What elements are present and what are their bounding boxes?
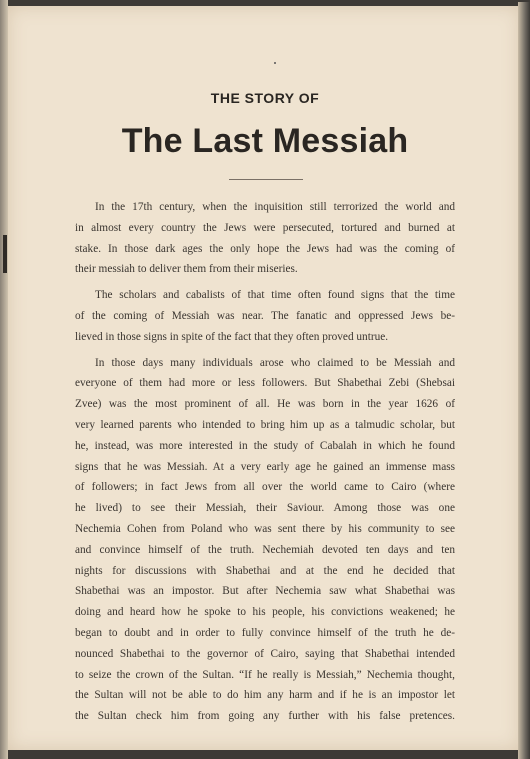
body-text (75, 197, 455, 732)
text-line: to seize the crown of the Sultan. “If he really is Messiah,” Nechemia thought, (75, 668, 455, 681)
text-line: their messiah to deliver them from their miseries. (75, 263, 298, 276)
paragraph-1 (75, 197, 455, 280)
text-line: he lived) to see their Messiah, their Saviour. Among those was one (75, 502, 455, 515)
binding-mark (3, 235, 7, 273)
text-line: Shabethai was an impostor. But after Nechemia saw what Shabethai was (75, 585, 455, 598)
text-line: of the coming of Messiah was near. The fanatic and oppressed Jews be- (75, 309, 455, 322)
text-line: signs that he was Messiah. At a very early age he gained an immense mass (75, 460, 455, 473)
print-dot (274, 62, 276, 64)
text-line: very learned parents who intended to bring him up as a talmudic scholar, but (75, 418, 455, 431)
title-rule (229, 179, 303, 180)
text-line: in almost every country the Jews were persecuted, tortured and burned at (75, 221, 455, 234)
text-line: and convince himself of the truth. Nechemiah devoted ten days and ten (75, 543, 455, 556)
book-right-edge (518, 2, 530, 759)
paragraph-2 (75, 285, 455, 347)
text-line: The scholars and cabalists of that time often found signs that the time (95, 289, 455, 302)
paragraph-3 (75, 353, 455, 727)
text-line: In those days many individuals arose who claimed to be Messiah and (95, 356, 455, 369)
story-label: THE STORY OF (210, 90, 320, 106)
text-line: stake. In those dark ages the only hope the Jews had was the coming of (75, 242, 455, 255)
text-line: nights for discussions with Shabethai and at the end he decided that (75, 564, 455, 577)
text-line: began to doubt and in order to fully convince himself of the truth he de- (75, 626, 455, 639)
text-line: the Sultan check him from going any further with his false pretences. (75, 710, 455, 723)
page-title: The Last Messiah (121, 122, 409, 160)
text-line: lieved in those signs in spite of the fact that they often proved untrue. (75, 330, 389, 343)
text-line: everyone of them had more or less followers. But Shabethai Zebi (Shebsai (75, 377, 455, 390)
text-line: the Sultan will not be able to do him any harm and if he is an impostor let (75, 689, 455, 702)
text-line: doing and heard how he spoke to his people, his convictions weakened; he (75, 606, 455, 619)
book-left-edge (0, 0, 8, 759)
text-line: Nechemia Cohen from Poland who was sent there by his community to see (75, 522, 455, 535)
text-line: of followers; in fact Jews from all over the world came to Cairo (where (75, 481, 455, 494)
text-line: nounced Shabethai to the governor of Cairo, saying that Shabethai intended (75, 647, 455, 660)
text-line: Zvee) was the most prominent of all. He was born in the year 1626 of (75, 398, 455, 411)
text-line: he, instead, was more interested in the study of Cabalah in which he found (75, 439, 455, 452)
text-line: In the 17th century, when the inquisition still terrorized the world and (95, 201, 455, 213)
